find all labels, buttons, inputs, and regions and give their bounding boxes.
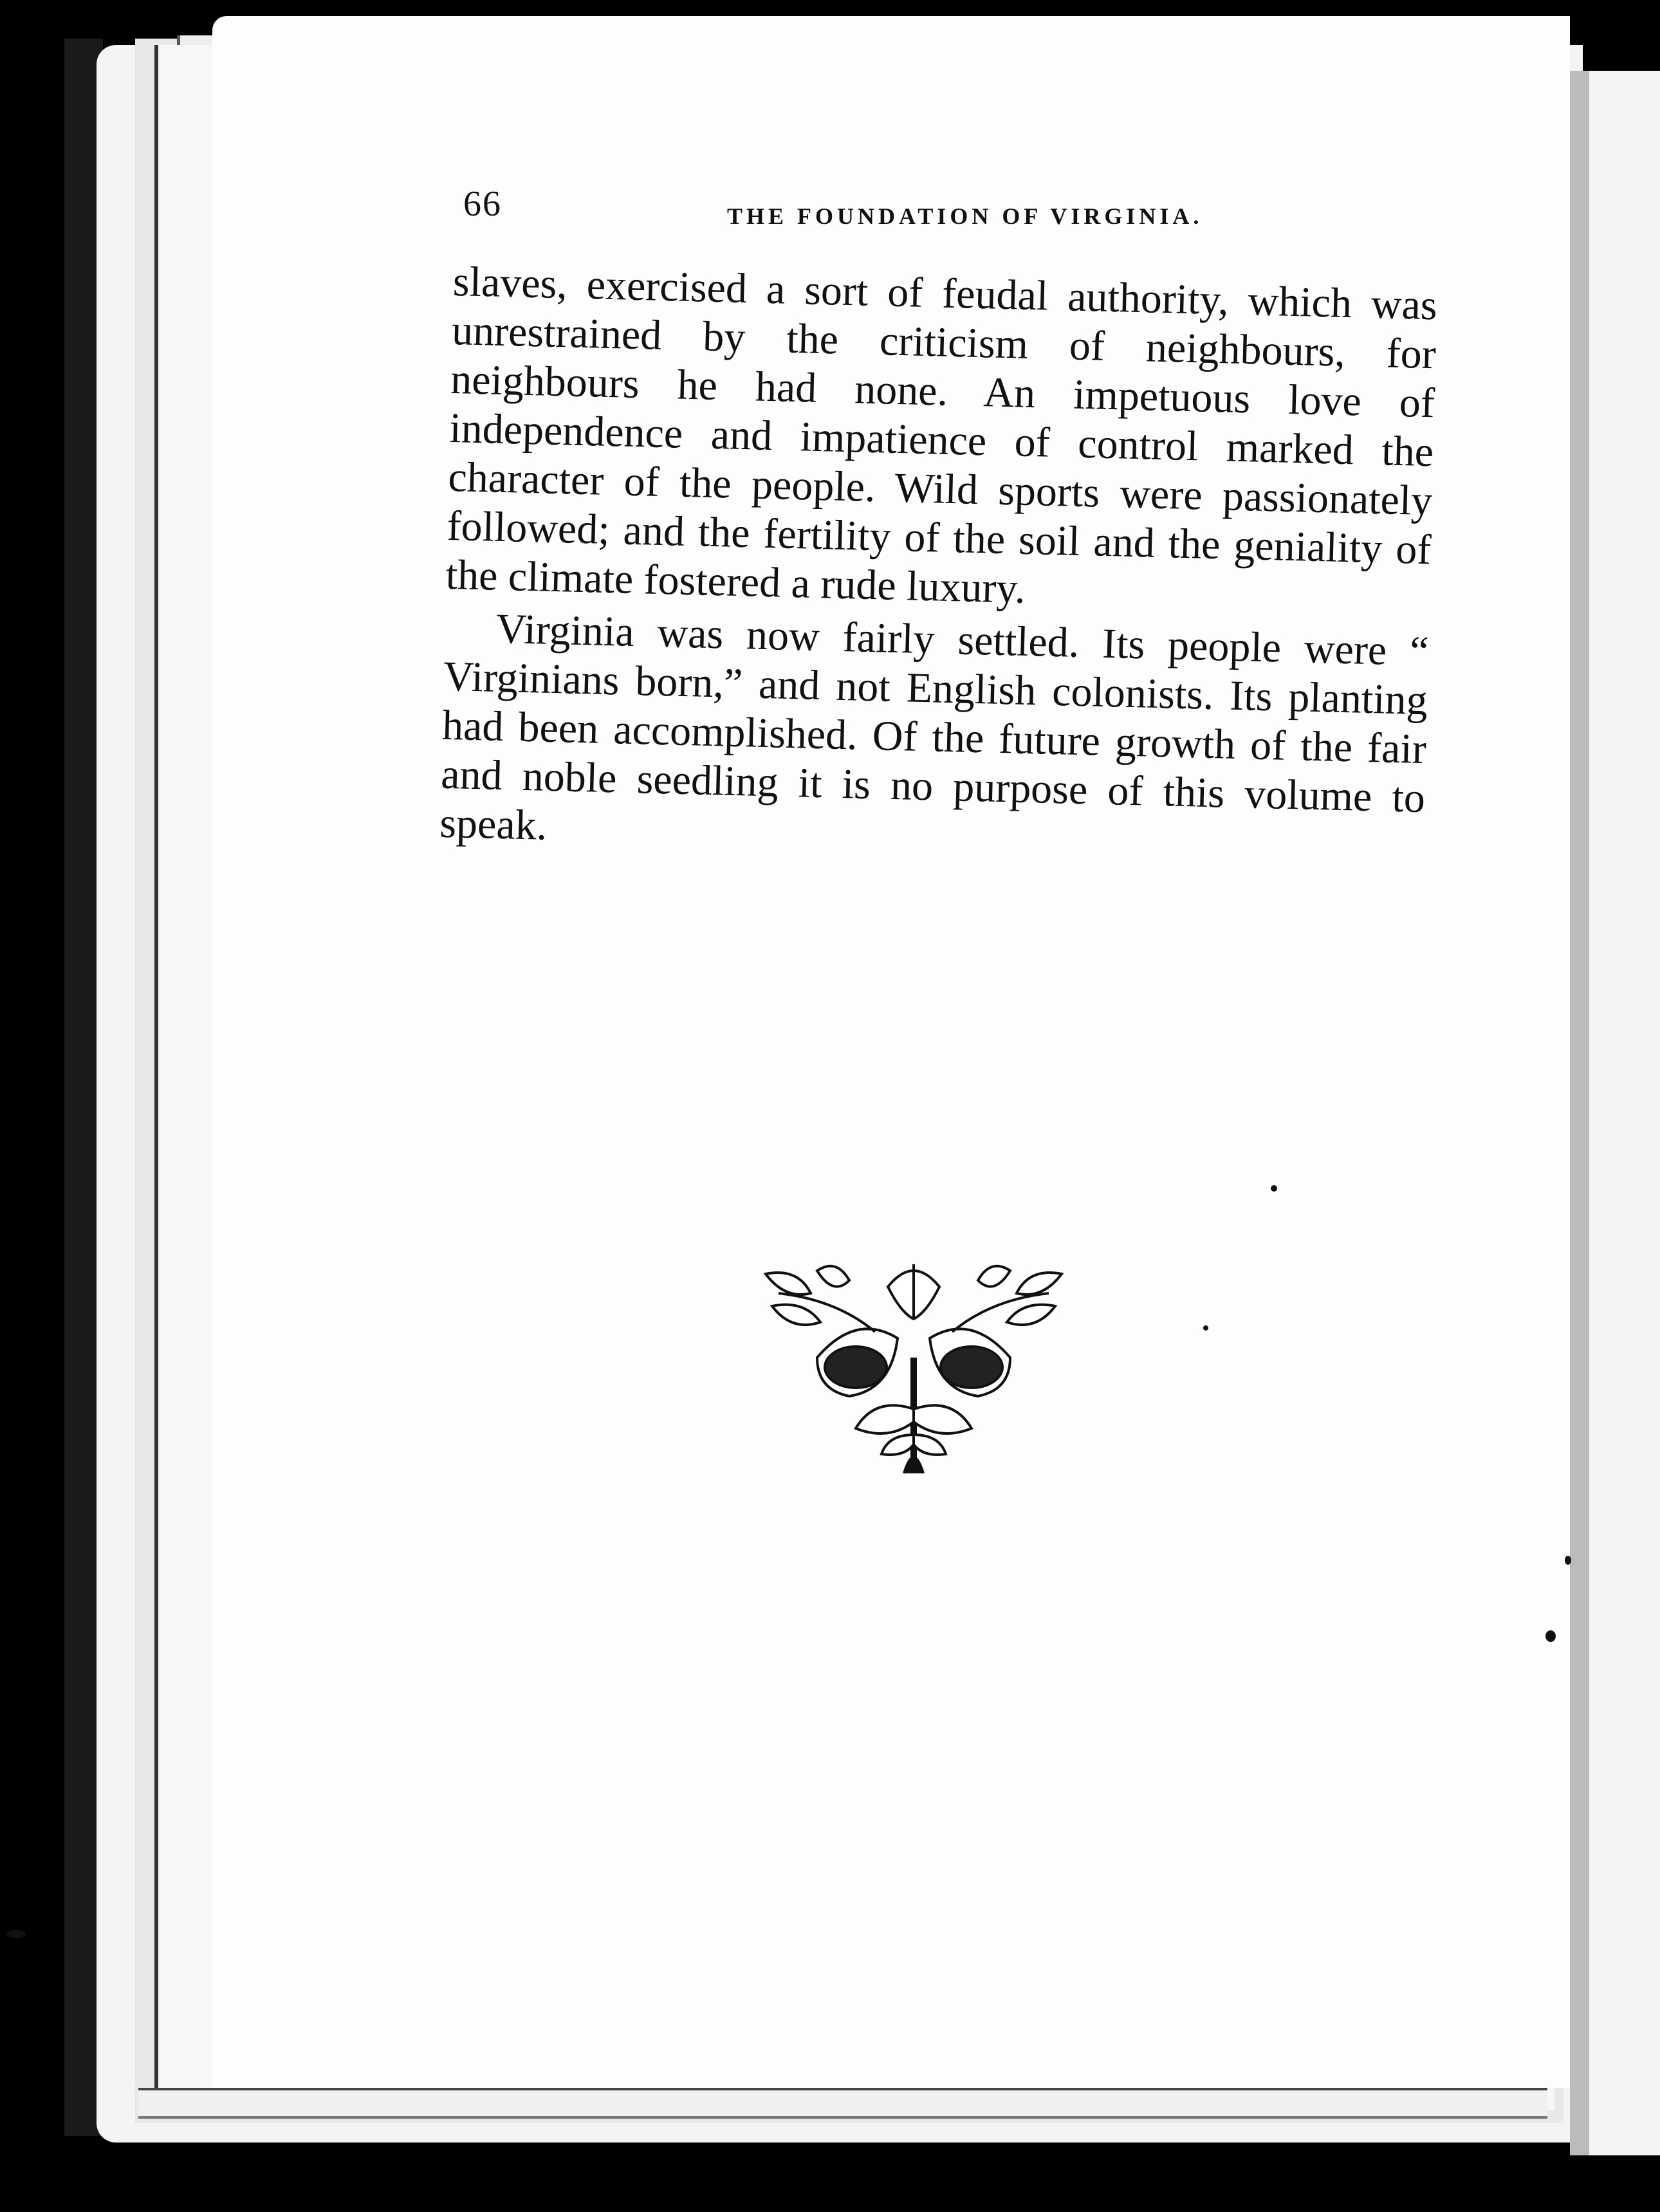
ink-speck xyxy=(1565,1556,1571,1565)
page-header xyxy=(463,183,1448,235)
page-bottom-edge xyxy=(138,2088,1547,2119)
ink-speck xyxy=(6,1930,26,1938)
facing-page-edge xyxy=(1570,71,1660,2155)
page-number: 66 xyxy=(463,184,502,224)
ink-speck xyxy=(1545,1630,1556,1642)
paragraph: slaves, exercised a sort of feudal authority, which was unrestrained by the criticism of neighbours, for neighbours he had none. An impetuous love of independence and impatience of control marked the character of the people. Wild sports were passionately followed; and the fertility of the soil and the geniality of the climate fostered a rude luxury. xyxy=(445,257,1438,613)
body-text xyxy=(439,257,1438,872)
floral-bells-ornament-icon xyxy=(759,1261,1068,1480)
running-title: THE FOUNDATION OF VIRGINIA. xyxy=(727,203,1203,229)
ink-speck xyxy=(1203,1325,1208,1331)
ink-speck xyxy=(1271,1185,1277,1192)
paragraph: Virginia was now fairly settled. Its people were “ Virginians born,” and not English colonists. Its planting had been accomplished. Of the future growth of the fair and noble seedling it is no purpose of this volume to speak. xyxy=(439,605,1430,849)
